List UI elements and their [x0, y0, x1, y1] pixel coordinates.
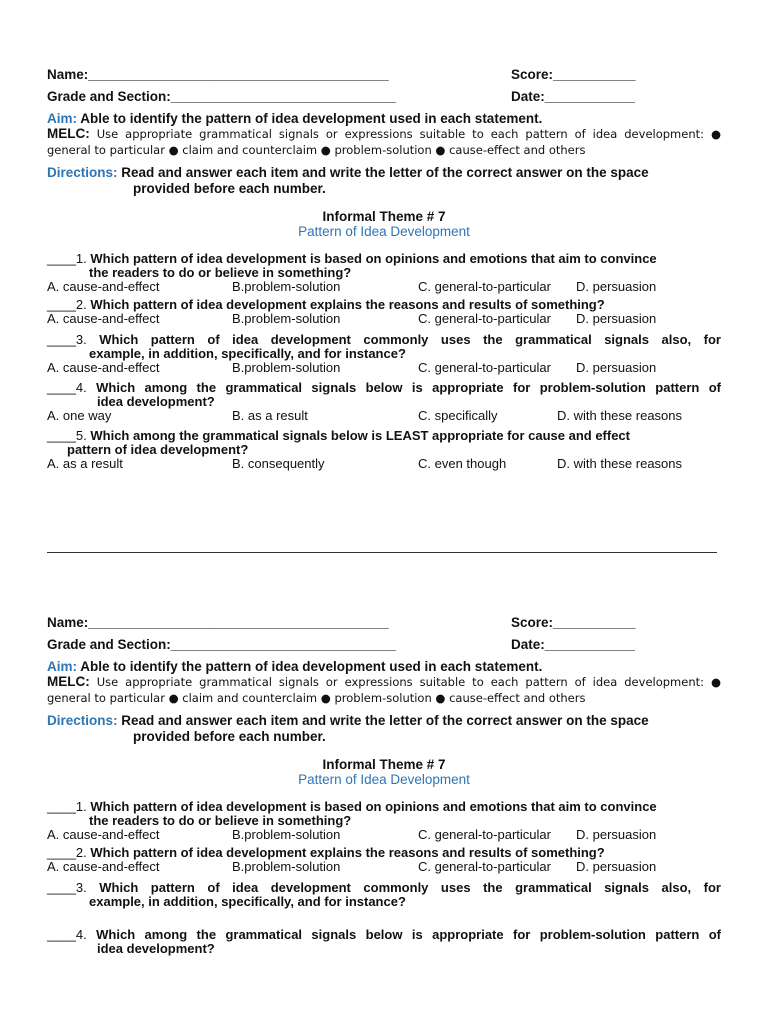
directions-continuation: provided before each number.: [133, 181, 326, 196]
question-3: [47, 881, 721, 909]
aim-label: Aim:: [47, 659, 77, 674]
choice-c: C. general-to-particular: [418, 311, 551, 326]
date-field[interactable]: Date:____________: [511, 637, 635, 652]
choice-a: A. cause-and-effect: [47, 827, 160, 842]
answer-blank[interactable]: ____1.: [47, 251, 87, 266]
aim-text: Able to identify the pattern of idea development used in each statement.: [77, 659, 543, 674]
choice-b: B.problem-solution: [232, 360, 341, 375]
question-text-cont: example, in addition, specifically, and for instance?: [89, 346, 406, 361]
choices-row: [47, 409, 721, 424]
theme-subtitle: Pattern of Idea Development: [298, 772, 470, 787]
choices-row: [47, 312, 721, 327]
name-field[interactable]: Name:________________________________________: [47, 67, 389, 82]
date-field[interactable]: Date:____________: [511, 89, 635, 104]
choice-a: A. cause-and-effect: [47, 311, 160, 326]
choice-b: B. consequently: [232, 456, 325, 471]
worksheet-bottom: [47, 615, 721, 956]
grade-section-field[interactable]: Grade and Section:______________________________: [47, 637, 397, 652]
choice-d: D. persuasion: [576, 279, 657, 294]
theme-title: Informal Theme # 7: [322, 757, 446, 772]
choice-c: C. even though: [418, 456, 507, 471]
question-text: Which pattern of idea development explains the reasons and results of something?: [86, 297, 605, 312]
worksheet-top: [47, 67, 721, 472]
question-text: Which among the grammatical signals below is LEAST appropriate for cause and effect: [86, 428, 630, 443]
choice-d: D. persuasion: [576, 827, 657, 842]
theme-title: Informal Theme # 7: [322, 209, 446, 224]
choice-c: C. specifically: [418, 408, 498, 423]
melc-text: Use appropriate grammatical signals or expressions suitable to each pattern of idea development: ● general to particular ● claim and counterclaim ● problem-solution ● cause-effect and others: [47, 127, 721, 157]
directions-label: Directions:: [47, 165, 118, 180]
choice-a: A. cause-and-effect: [47, 859, 160, 874]
question-text: Which pattern of idea development explains the reasons and results of something?: [86, 845, 605, 860]
question-3: [47, 333, 721, 376]
answer-blank[interactable]: ____5.: [47, 428, 87, 443]
choices-row: [47, 457, 721, 472]
choice-d: D. with these reasons: [557, 456, 683, 471]
aim-label: Aim:: [47, 111, 77, 126]
choice-c: C. general-to-particular: [418, 360, 551, 375]
question-text: Which pattern of idea development is based on opinions and emotions that aim to convince: [86, 799, 657, 814]
question-5: [47, 429, 721, 472]
question-text-cont: pattern of idea development?: [67, 442, 249, 457]
header-row-1: [47, 67, 721, 89]
question-text-cont: idea development?: [97, 394, 215, 409]
answer-blank[interactable]: ____2.: [47, 845, 87, 860]
answer-blank[interactable]: ____1.: [47, 799, 87, 814]
choice-c: C. general-to-particular: [418, 859, 551, 874]
cut-line-divider: [47, 552, 717, 553]
score-field[interactable]: Score:___________: [511, 615, 636, 630]
melc-label: MELC:: [47, 674, 90, 689]
choices-row: [47, 828, 721, 843]
header-row-2: [47, 637, 721, 659]
header-row-2: [47, 89, 721, 111]
choices-row: [47, 860, 721, 875]
answer-blank[interactable]: ____4.: [47, 380, 87, 395]
question-4: [47, 381, 721, 424]
choices-row: [47, 361, 721, 376]
grade-section-field[interactable]: Grade and Section:______________________________: [47, 89, 397, 104]
directions: [47, 713, 721, 744]
melc-text: Use appropriate grammatical signals or expressions suitable to each pattern of idea development: ● general to particular ● claim and counterclaim ● problem-solution ● cause-effect and others: [47, 675, 721, 705]
aim-statement: [47, 659, 721, 674]
question-text: Which pattern of idea development commonly uses the grammatical signals also, for: [86, 880, 721, 895]
header-row-1: [47, 615, 721, 637]
answer-blank[interactable]: ____2.: [47, 297, 87, 312]
choice-b: B.problem-solution: [232, 859, 341, 874]
answer-blank[interactable]: ____3.: [47, 880, 87, 895]
choice-d: D. persuasion: [576, 311, 657, 326]
answer-blank[interactable]: ____3.: [47, 332, 87, 347]
directions-text: Read and answer each item and write the letter of the correct answer on the space: [117, 713, 649, 728]
question-2: [47, 846, 721, 875]
choice-b: B.problem-solution: [232, 311, 341, 326]
question-1: [47, 252, 721, 295]
choice-a: A. as a result: [47, 456, 123, 471]
score-field[interactable]: Score:___________: [511, 67, 636, 82]
aim-text: Able to identify the pattern of idea development used in each statement.: [77, 111, 543, 126]
question-1: [47, 800, 721, 843]
directions-label: Directions:: [47, 713, 118, 728]
question-text: Which among the grammatical signals below is appropriate for problem-solution pattern of: [86, 380, 721, 395]
theme-subtitle: Pattern of Idea Development: [298, 224, 470, 239]
choices-row: [47, 280, 721, 295]
choice-a: A. cause-and-effect: [47, 360, 160, 375]
directions-text: Read and answer each item and write the letter of the correct answer on the space: [117, 165, 649, 180]
choice-a: A. cause-and-effect: [47, 279, 160, 294]
name-field[interactable]: Name:________________________________________: [47, 615, 389, 630]
question-text-cont: example, in addition, specifically, and for instance?: [89, 894, 406, 909]
melc-label: MELC:: [47, 126, 90, 141]
choice-b: B.problem-solution: [232, 827, 341, 842]
choice-c: C. general-to-particular: [418, 279, 551, 294]
question-text-cont: the readers to do or believe in something?: [89, 265, 352, 280]
choice-a: A. one way: [47, 408, 112, 423]
question-text: Which among the grammatical signals below is appropriate for problem-solution pattern of: [86, 927, 721, 942]
question-4: [47, 928, 721, 956]
choice-c: C. general-to-particular: [418, 827, 551, 842]
question-2: [47, 298, 721, 327]
question-text-cont: the readers to do or believe in something?: [89, 813, 352, 828]
answer-blank[interactable]: ____4.: [47, 927, 87, 942]
choice-b: B.problem-solution: [232, 279, 341, 294]
directions: [47, 165, 721, 196]
choice-d: D. with these reasons: [557, 408, 683, 423]
choice-d: D. persuasion: [576, 360, 657, 375]
directions-continuation: provided before each number.: [133, 729, 326, 744]
choice-b: B. as a result: [232, 408, 308, 423]
question-text: Which pattern of idea development commonly uses the grammatical signals also, for: [86, 332, 721, 347]
aim-statement: [47, 111, 721, 126]
choice-d: D. persuasion: [576, 859, 657, 874]
question-text-cont: idea development?: [97, 941, 215, 956]
melc-statement: [47, 126, 721, 158]
melc-statement: [47, 674, 721, 706]
question-text: Which pattern of idea development is based on opinions and emotions that aim to convince: [86, 251, 657, 266]
